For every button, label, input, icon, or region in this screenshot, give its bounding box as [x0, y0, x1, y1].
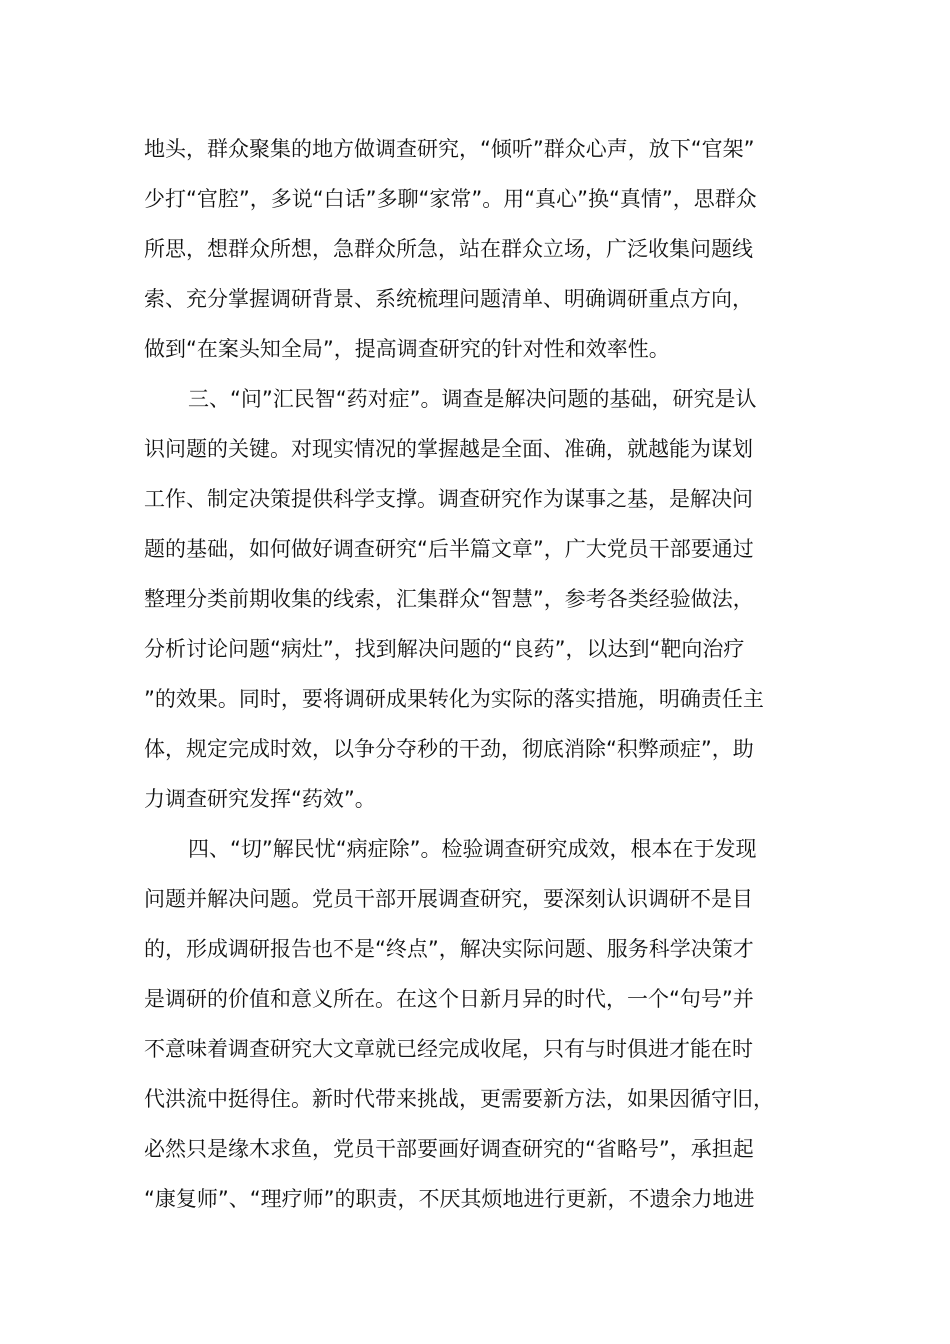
- paragraph-line: 做到“在案头知全局”，提高调查研究的针对性和效率性。: [144, 337, 670, 361]
- paragraph-line: 不意味着调查研究大文章就已经完成收尾，只有与时俱进才能在时: [144, 1037, 753, 1061]
- paragraph-line: 工作、制定决策提供科学支撑。调查研究作为谋事之基，是解决问: [144, 487, 753, 511]
- paragraph-line: 体，规定完成时效，以争分夺秒的干劲，彻底消除“积弊顽症”，助: [144, 737, 754, 761]
- paragraph-line: 题的基础，如何做好调查研究“后半篇文章”，广大党员干部要通过: [144, 537, 754, 561]
- paragraph-line: 是调研的价值和意义所在。在这个日新月异的时代，一个“句号”并: [144, 987, 754, 1011]
- paragraph-line: “康复师”、“理疗师”的职责，不厌其烦地进行更新，不遗余力地进: [144, 1187, 755, 1211]
- paragraph-line: 代洪流中挺得住。新时代带来挑战，更需要新方法，如果因循守旧，: [144, 1087, 774, 1111]
- section-three-heading-line: 三、“问”汇民智“药对症”。调查是解决问题的基础，研究是认: [188, 387, 757, 411]
- paragraph-line: 少打“官腔”，多说“白话”多聊“家常”。用“真心”换“真情”，思群众: [144, 187, 757, 211]
- section-four-heading-line: 四、“切”解民忧“病症除”。检验调查研究成效，根本在于发现: [188, 837, 757, 861]
- paragraph-line: ”的效果。同时，要将调研成果转化为实际的落实措施，明确责任主: [144, 687, 764, 711]
- paragraph-line: 力调查研究发挥“药效”。: [144, 787, 376, 811]
- paragraph-line: 整理分类前期收集的线索，汇集群众“智慧”，参考各类经验做法，: [144, 587, 754, 611]
- paragraph-line: 地头，群众聚集的地方做调查研究，“倾听”群众心声，放下“官架”: [144, 137, 755, 161]
- paragraph-line: 的，形成调研报告也不是“终点”，解决实际问题、服务科学决策才: [144, 937, 754, 961]
- paragraph-line: 索、充分掌握调研背景、系统梳理问题清单、明确调研重点方向，: [144, 287, 753, 311]
- paragraph-line: 所思，想群众所想，急群众所急，站在群众立场，广泛收集问题线: [144, 237, 753, 261]
- paragraph-line: 识问题的关键。对现实情况的掌握越是全面、准确，就越能为谋划: [144, 437, 753, 461]
- paragraph-line: 问题并解决问题。党员干部开展调查研究，要深刻认识调研不是目: [144, 887, 753, 911]
- paragraph-line: 必然只是缘木求鱼，党员干部要画好调查研究的“省略号”，承担起: [144, 1137, 754, 1161]
- paragraph-line: 分析讨论问题“病灶”，找到解决问题的“良药”，以达到“靶向治疗: [144, 637, 745, 661]
